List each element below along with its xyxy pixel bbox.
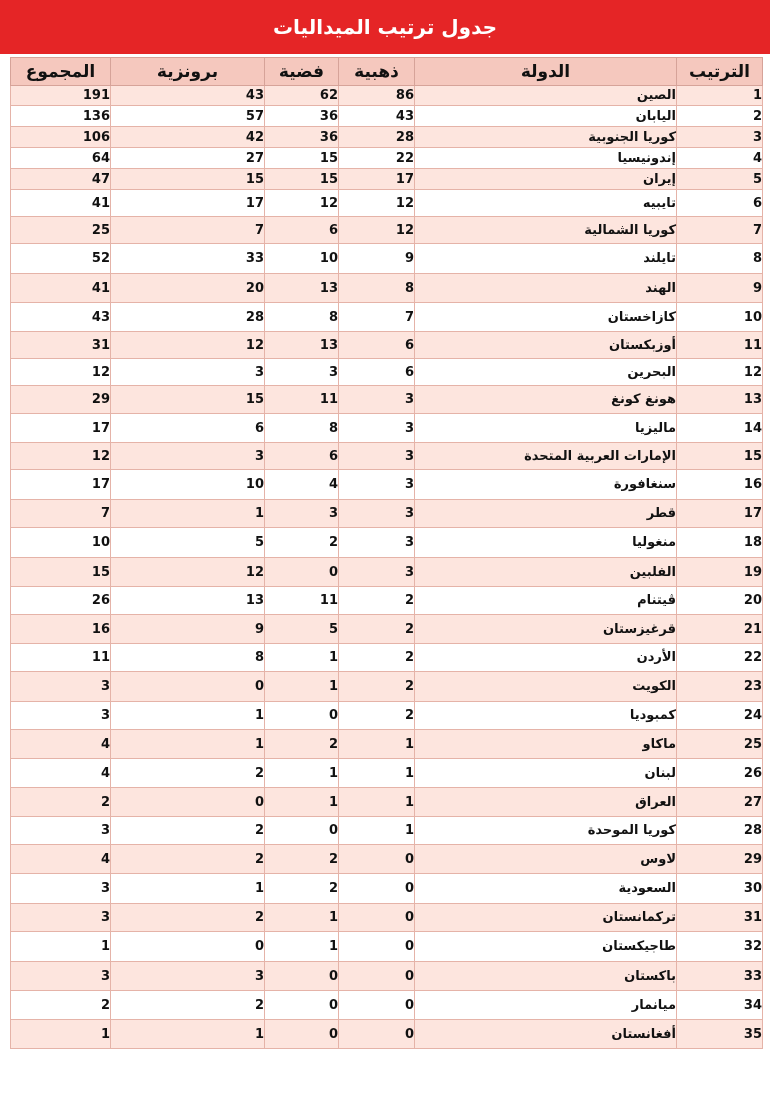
gold-cell: 3 (339, 500, 415, 528)
rank-cell: 33 (677, 962, 763, 991)
country-cell: كازاخستان (415, 303, 677, 332)
table-row (11, 644, 763, 672)
silver-cell: 3 (265, 500, 339, 528)
table-row (11, 932, 763, 962)
silver-cell: 1 (265, 904, 339, 932)
country-cell: الفلبين (415, 558, 677, 587)
rank-cell: 10 (677, 303, 763, 332)
gold-cell: 3 (339, 558, 415, 587)
bronze-cell: 7 (111, 217, 265, 244)
table-row (11, 615, 763, 644)
total-cell: 2 (11, 788, 111, 817)
gold-cell: 12 (339, 217, 415, 244)
country-cell: ميانمار (415, 991, 677, 1020)
rank-cell: 13 (677, 386, 763, 414)
gold-cell: 12 (339, 190, 415, 217)
rank-cell: 32 (677, 932, 763, 962)
header-total: المجموع (11, 58, 111, 86)
rank-cell: 34 (677, 991, 763, 1020)
total-cell: 43 (11, 303, 111, 332)
total-cell: 136 (11, 106, 111, 127)
total-cell: 64 (11, 148, 111, 169)
table-row (11, 672, 763, 702)
rank-cell: 21 (677, 615, 763, 644)
gold-cell: 7 (339, 303, 415, 332)
bronze-cell: 13 (111, 587, 265, 615)
bronze-cell: 15 (111, 386, 265, 414)
silver-cell: 11 (265, 386, 339, 414)
bronze-cell: 1 (111, 1020, 265, 1049)
gold-cell: 9 (339, 244, 415, 274)
total-cell: 191 (11, 86, 111, 106)
table-row (11, 962, 763, 991)
gold-cell: 22 (339, 148, 415, 169)
rank-cell: 4 (677, 148, 763, 169)
country-cell: قطر (415, 500, 677, 528)
silver-cell: 0 (265, 962, 339, 991)
gold-cell: 0 (339, 874, 415, 904)
country-cell: كوريا الموحدة (415, 817, 677, 845)
total-cell: 11 (11, 644, 111, 672)
bronze-cell: 0 (111, 672, 265, 702)
silver-cell: 62 (265, 86, 339, 106)
bronze-cell: 33 (111, 244, 265, 274)
table-row (11, 386, 763, 414)
rank-cell: 25 (677, 730, 763, 759)
table-row (11, 817, 763, 845)
table-row (11, 845, 763, 874)
bronze-cell: 57 (111, 106, 265, 127)
rank-cell: 16 (677, 470, 763, 500)
silver-cell: 12 (265, 190, 339, 217)
table-row (11, 244, 763, 274)
country-cell: الكويت (415, 672, 677, 702)
bronze-cell: 2 (111, 759, 265, 788)
country-cell: هونغ كونغ (415, 386, 677, 414)
country-cell: الإمارات العربية المتحدة (415, 443, 677, 470)
rank-cell: 35 (677, 1020, 763, 1049)
rank-cell: 5 (677, 169, 763, 190)
gold-cell: 3 (339, 470, 415, 500)
rank-cell: 6 (677, 190, 763, 217)
silver-cell: 1 (265, 672, 339, 702)
total-cell: 106 (11, 127, 111, 148)
total-cell: 12 (11, 443, 111, 470)
bronze-cell: 15 (111, 169, 265, 190)
bronze-cell: 20 (111, 274, 265, 303)
table-row (11, 874, 763, 904)
gold-cell: 2 (339, 702, 415, 730)
rank-cell: 24 (677, 702, 763, 730)
silver-cell: 15 (265, 169, 339, 190)
country-cell: كوريا الجنوبية (415, 127, 677, 148)
total-cell: 25 (11, 217, 111, 244)
rank-cell: 15 (677, 443, 763, 470)
bronze-cell: 17 (111, 190, 265, 217)
gold-cell: 0 (339, 962, 415, 991)
total-cell: 26 (11, 587, 111, 615)
country-cell: لاوس (415, 845, 677, 874)
silver-cell: 0 (265, 702, 339, 730)
table-row (11, 414, 763, 443)
silver-cell: 2 (265, 730, 339, 759)
gold-cell: 6 (339, 332, 415, 359)
total-cell: 3 (11, 672, 111, 702)
gold-cell: 0 (339, 991, 415, 1020)
silver-cell: 3 (265, 359, 339, 386)
table-row (11, 190, 763, 217)
country-cell: أفغانستان (415, 1020, 677, 1049)
silver-cell: 2 (265, 845, 339, 874)
gold-cell: 28 (339, 127, 415, 148)
gold-cell: 0 (339, 932, 415, 962)
total-cell: 1 (11, 932, 111, 962)
bronze-cell: 10 (111, 470, 265, 500)
total-cell: 2 (11, 991, 111, 1020)
table-row (11, 730, 763, 759)
country-cell: سنغافورة (415, 470, 677, 500)
silver-cell: 6 (265, 217, 339, 244)
total-cell: 4 (11, 759, 111, 788)
table-row (11, 127, 763, 148)
rank-cell: 8 (677, 244, 763, 274)
total-cell: 3 (11, 962, 111, 991)
medal-table (10, 57, 763, 1049)
country-cell: ماليزيا (415, 414, 677, 443)
gold-cell: 3 (339, 443, 415, 470)
bronze-cell: 2 (111, 817, 265, 845)
bronze-cell: 43 (111, 86, 265, 106)
silver-cell: 0 (265, 817, 339, 845)
table-row (11, 303, 763, 332)
rank-cell: 23 (677, 672, 763, 702)
bronze-cell: 3 (111, 962, 265, 991)
country-cell: العراق (415, 788, 677, 817)
total-cell: 16 (11, 615, 111, 644)
total-cell: 1 (11, 1020, 111, 1049)
country-cell: تايلند (415, 244, 677, 274)
bronze-cell: 3 (111, 359, 265, 386)
gold-cell: 3 (339, 528, 415, 558)
silver-cell: 11 (265, 587, 339, 615)
table-row (11, 1020, 763, 1049)
country-cell: ماكاو (415, 730, 677, 759)
country-cell: منغوليا (415, 528, 677, 558)
rank-cell: 11 (677, 332, 763, 359)
total-cell: 7 (11, 500, 111, 528)
rank-cell: 2 (677, 106, 763, 127)
table-title: جدول ترتيب الميداليات (0, 0, 770, 54)
country-cell: إيران (415, 169, 677, 190)
table-row (11, 332, 763, 359)
total-cell: 4 (11, 845, 111, 874)
bronze-cell: 2 (111, 991, 265, 1020)
table-row (11, 86, 763, 106)
total-cell: 31 (11, 332, 111, 359)
bronze-cell: 27 (111, 148, 265, 169)
total-cell: 15 (11, 558, 111, 587)
gold-cell: 1 (339, 730, 415, 759)
table-row (11, 558, 763, 587)
rank-cell: 7 (677, 217, 763, 244)
total-cell: 3 (11, 874, 111, 904)
rank-cell: 3 (677, 127, 763, 148)
total-cell: 3 (11, 904, 111, 932)
rank-cell: 28 (677, 817, 763, 845)
silver-cell: 13 (265, 332, 339, 359)
table-body (11, 86, 763, 1049)
gold-cell: 2 (339, 615, 415, 644)
total-cell: 52 (11, 244, 111, 274)
country-cell: تايبيه (415, 190, 677, 217)
bronze-cell: 9 (111, 615, 265, 644)
rank-cell: 17 (677, 500, 763, 528)
rank-cell: 19 (677, 558, 763, 587)
gold-cell: 86 (339, 86, 415, 106)
rank-cell: 30 (677, 874, 763, 904)
bronze-cell: 0 (111, 788, 265, 817)
silver-cell: 36 (265, 106, 339, 127)
country-cell: كوريا الشمالية (415, 217, 677, 244)
country-cell: لبنان (415, 759, 677, 788)
total-cell: 10 (11, 528, 111, 558)
country-cell: إندونيسيا (415, 148, 677, 169)
silver-cell: 36 (265, 127, 339, 148)
rank-cell: 12 (677, 359, 763, 386)
total-cell: 41 (11, 274, 111, 303)
rank-cell: 1 (677, 86, 763, 106)
silver-cell: 5 (265, 615, 339, 644)
bronze-cell: 8 (111, 644, 265, 672)
table-row (11, 587, 763, 615)
country-cell: الصين (415, 86, 677, 106)
bronze-cell: 28 (111, 303, 265, 332)
total-cell: 4 (11, 730, 111, 759)
country-cell: باكستان (415, 962, 677, 991)
bronze-cell: 5 (111, 528, 265, 558)
rank-cell: 26 (677, 759, 763, 788)
silver-cell: 13 (265, 274, 339, 303)
header-gold: ذهبية (339, 58, 415, 86)
gold-cell: 43 (339, 106, 415, 127)
table-row (11, 217, 763, 244)
silver-cell: 10 (265, 244, 339, 274)
table-row (11, 759, 763, 788)
bronze-cell: 2 (111, 904, 265, 932)
bronze-cell: 1 (111, 874, 265, 904)
table-row (11, 274, 763, 303)
table-row (11, 169, 763, 190)
total-cell: 3 (11, 817, 111, 845)
country-cell: أوزبكستان (415, 332, 677, 359)
country-cell: السعودية (415, 874, 677, 904)
country-cell: البحرين (415, 359, 677, 386)
silver-cell: 4 (265, 470, 339, 500)
gold-cell: 1 (339, 759, 415, 788)
table-row (11, 991, 763, 1020)
silver-cell: 2 (265, 528, 339, 558)
rank-cell: 18 (677, 528, 763, 558)
bronze-cell: 1 (111, 730, 265, 759)
silver-cell: 0 (265, 1020, 339, 1049)
country-cell: اليابان (415, 106, 677, 127)
bronze-cell: 3 (111, 443, 265, 470)
country-cell: كمبوديا (415, 702, 677, 730)
bronze-cell: 6 (111, 414, 265, 443)
gold-cell: 3 (339, 414, 415, 443)
total-cell: 47 (11, 169, 111, 190)
header-bronze: برونزية (111, 58, 265, 86)
country-cell: قرغيزستان (415, 615, 677, 644)
country-cell: ڤيتنام (415, 587, 677, 615)
header-rank: الترتيب (677, 58, 763, 86)
bronze-cell: 1 (111, 500, 265, 528)
bronze-cell: 0 (111, 932, 265, 962)
rank-cell: 20 (677, 587, 763, 615)
bronze-cell: 1 (111, 702, 265, 730)
country-cell: الأردن (415, 644, 677, 672)
total-cell: 12 (11, 359, 111, 386)
total-cell: 29 (11, 386, 111, 414)
table-header-row (11, 58, 763, 86)
gold-cell: 2 (339, 644, 415, 672)
total-cell: 17 (11, 470, 111, 500)
gold-cell: 8 (339, 274, 415, 303)
gold-cell: 0 (339, 845, 415, 874)
country-cell: الهند (415, 274, 677, 303)
silver-cell: 1 (265, 932, 339, 962)
table-row (11, 702, 763, 730)
country-cell: تركمانستان (415, 904, 677, 932)
bronze-cell: 42 (111, 127, 265, 148)
rank-cell: 31 (677, 904, 763, 932)
silver-cell: 8 (265, 303, 339, 332)
table-row (11, 500, 763, 528)
table-row (11, 443, 763, 470)
gold-cell: 3 (339, 386, 415, 414)
country-cell: طاجيكستان (415, 932, 677, 962)
silver-cell: 1 (265, 759, 339, 788)
gold-cell: 2 (339, 587, 415, 615)
table-row (11, 359, 763, 386)
gold-cell: 1 (339, 788, 415, 817)
silver-cell: 1 (265, 644, 339, 672)
rank-cell: 14 (677, 414, 763, 443)
rank-cell: 9 (677, 274, 763, 303)
table-row (11, 470, 763, 500)
bronze-cell: 12 (111, 558, 265, 587)
silver-cell: 6 (265, 443, 339, 470)
gold-cell: 2 (339, 672, 415, 702)
bronze-cell: 2 (111, 845, 265, 874)
table-row (11, 106, 763, 127)
table-row (11, 148, 763, 169)
table-row (11, 528, 763, 558)
gold-cell: 6 (339, 359, 415, 386)
rank-cell: 27 (677, 788, 763, 817)
silver-cell: 0 (265, 558, 339, 587)
total-cell: 17 (11, 414, 111, 443)
silver-cell: 2 (265, 874, 339, 904)
gold-cell: 1 (339, 817, 415, 845)
total-cell: 3 (11, 702, 111, 730)
gold-cell: 0 (339, 1020, 415, 1049)
rank-cell: 22 (677, 644, 763, 672)
total-cell: 41 (11, 190, 111, 217)
silver-cell: 0 (265, 991, 339, 1020)
silver-cell: 8 (265, 414, 339, 443)
silver-cell: 1 (265, 788, 339, 817)
gold-cell: 0 (339, 904, 415, 932)
header-country: الدولة (415, 58, 677, 86)
rank-cell: 29 (677, 845, 763, 874)
table-row (11, 904, 763, 932)
silver-cell: 15 (265, 148, 339, 169)
bronze-cell: 12 (111, 332, 265, 359)
header-silver: فضية (265, 58, 339, 86)
table-row (11, 788, 763, 817)
gold-cell: 17 (339, 169, 415, 190)
